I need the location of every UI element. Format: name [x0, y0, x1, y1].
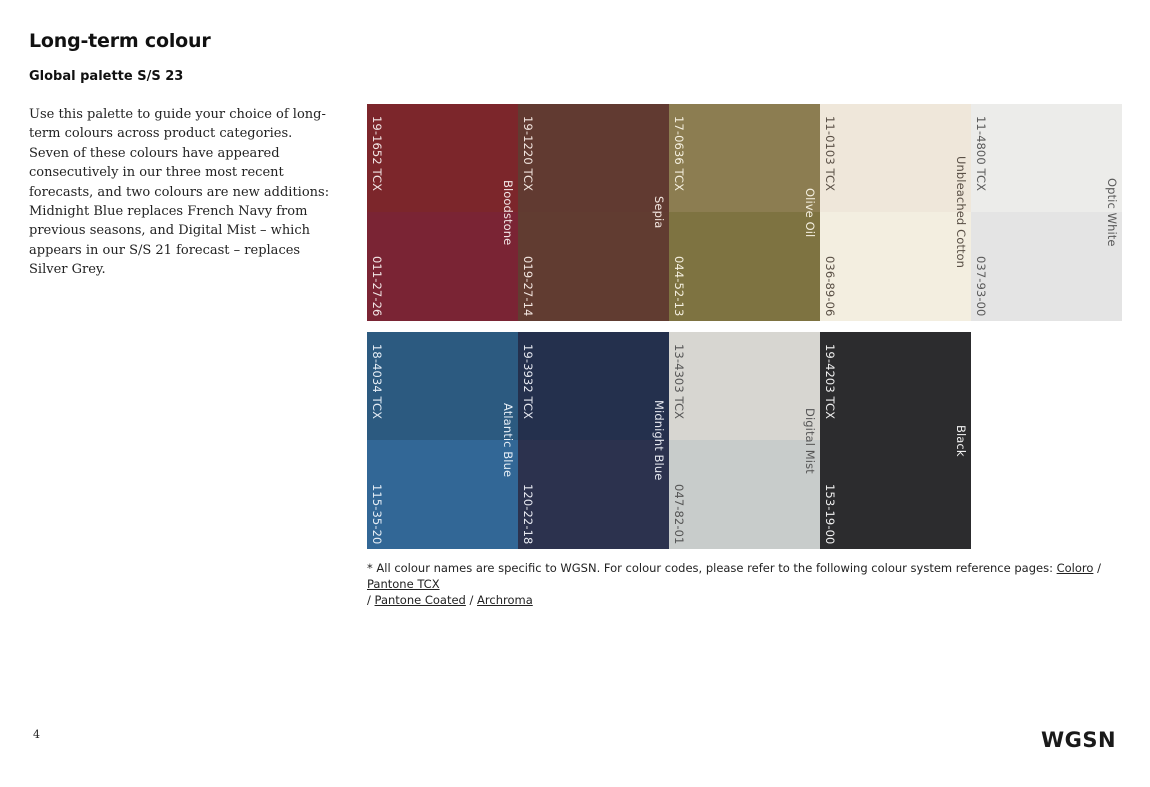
- colour-swatch: [518, 332, 669, 549]
- link-separator: /: [1093, 561, 1101, 575]
- swatch-bottom-tone: [669, 212, 820, 321]
- coloro-code: 120-22-18: [521, 484, 535, 545]
- footnote: [367, 560, 1127, 608]
- colour-name: Optic White: [1105, 178, 1119, 247]
- swatch-bottom-tone: [367, 212, 518, 321]
- colour-swatch: [518, 104, 669, 321]
- link-coloro[interactable]: Coloro: [1056, 561, 1094, 575]
- swatch-bottom-tone: [669, 440, 820, 549]
- link-separator-lead: /: [367, 593, 375, 607]
- coloro-code: 044-52-13: [672, 256, 686, 317]
- swatch-top-tone: [820, 104, 971, 212]
- link-archroma[interactable]: Archroma: [477, 593, 533, 607]
- colour-swatch: [820, 104, 971, 321]
- coloro-code: 036-89-06: [823, 256, 837, 317]
- swatch-bottom-tone: [367, 440, 518, 549]
- link-pantone-tcx[interactable]: Pantone TCX: [367, 577, 440, 591]
- swatch-bottom-tone: [518, 212, 669, 321]
- footnote-text: * All colour names are specific to WGSN. For colour codes, please refer to the following colour system reference pages:: [367, 561, 1057, 575]
- swatch-top-tone: [518, 104, 669, 212]
- colour-name: Olive Oil: [803, 187, 817, 238]
- colour-name: Midnight Blue: [652, 400, 666, 481]
- colour-swatch: [367, 104, 518, 321]
- link-separator: /: [465, 593, 478, 607]
- page-title: Long-term colour: [29, 30, 211, 52]
- pantone-tcx-code: 11-4800 TCX: [974, 116, 988, 192]
- swatch-bottom-tone: [971, 212, 1122, 321]
- pantone-tcx-code: 17-0636 TCX: [672, 116, 686, 192]
- wgsn-logo: WGSN: [1041, 728, 1117, 752]
- swatch-top-tone: [669, 104, 820, 212]
- swatch-top-tone: [367, 332, 518, 440]
- colour-name: Atlantic Blue: [501, 403, 515, 478]
- colour-name: Digital Mist: [803, 407, 817, 474]
- coloro-code: 153-19-00: [823, 484, 837, 545]
- pantone-tcx-code: 19-1220 TCX: [521, 116, 535, 192]
- pantone-tcx-code: 19-4203 TCX: [823, 344, 837, 420]
- intro-paragraph: Use this palette to guide your choice of long-term colours across product categories. Seven of these colours have appeared consecutively in our three most recent forecasts, and two colours are new additions: Midnight Blue replaces French Navy from previous seasons, and Digital Mist – which appears in our S/S 21 forecast – replaces Silver Grey.: [29, 107, 330, 278]
- coloro-code: 115-35-20: [370, 484, 384, 545]
- colour-swatch: [820, 332, 971, 549]
- swatch-bottom-tone: [820, 440, 971, 549]
- colour-name: Sepia: [652, 196, 666, 229]
- pantone-tcx-code: 19-3932 TCX: [521, 344, 535, 420]
- coloro-code: 047-82-01: [672, 484, 686, 545]
- swatch-top-tone: [820, 332, 971, 440]
- pantone-tcx-code: 11-0103 TCX: [823, 116, 837, 192]
- colour-swatch: [367, 332, 518, 549]
- colour-swatch: [971, 104, 1122, 321]
- colour-swatch: [669, 104, 820, 321]
- swatch-top-tone: [669, 332, 820, 440]
- swatch-bottom-tone: [820, 212, 971, 321]
- page-number: 4: [33, 728, 40, 741]
- colour-name: Unbleached Cotton: [954, 156, 968, 269]
- colour-name: Black: [954, 424, 968, 457]
- coloro-code: 011-27-26: [370, 256, 384, 317]
- pantone-tcx-code: 19-1652 TCX: [370, 116, 384, 192]
- colour-name: Bloodstone: [501, 179, 515, 246]
- colour-swatch: [669, 332, 820, 549]
- swatch-top-tone: [367, 104, 518, 212]
- coloro-code: 019-27-14: [521, 256, 535, 317]
- pantone-tcx-code: 13-4303 TCX: [672, 344, 686, 420]
- coloro-code: 037-93-00: [974, 256, 988, 317]
- pantone-tcx-code: 18-4034 TCX: [370, 344, 384, 420]
- swatch-top-tone: [971, 104, 1122, 212]
- swatch-bottom-tone: [518, 440, 669, 549]
- page-subtitle: Global palette S/S 23: [29, 69, 184, 84]
- swatch-top-tone: [518, 332, 669, 440]
- link-pantone-coated[interactable]: Pantone Coated: [374, 593, 466, 607]
